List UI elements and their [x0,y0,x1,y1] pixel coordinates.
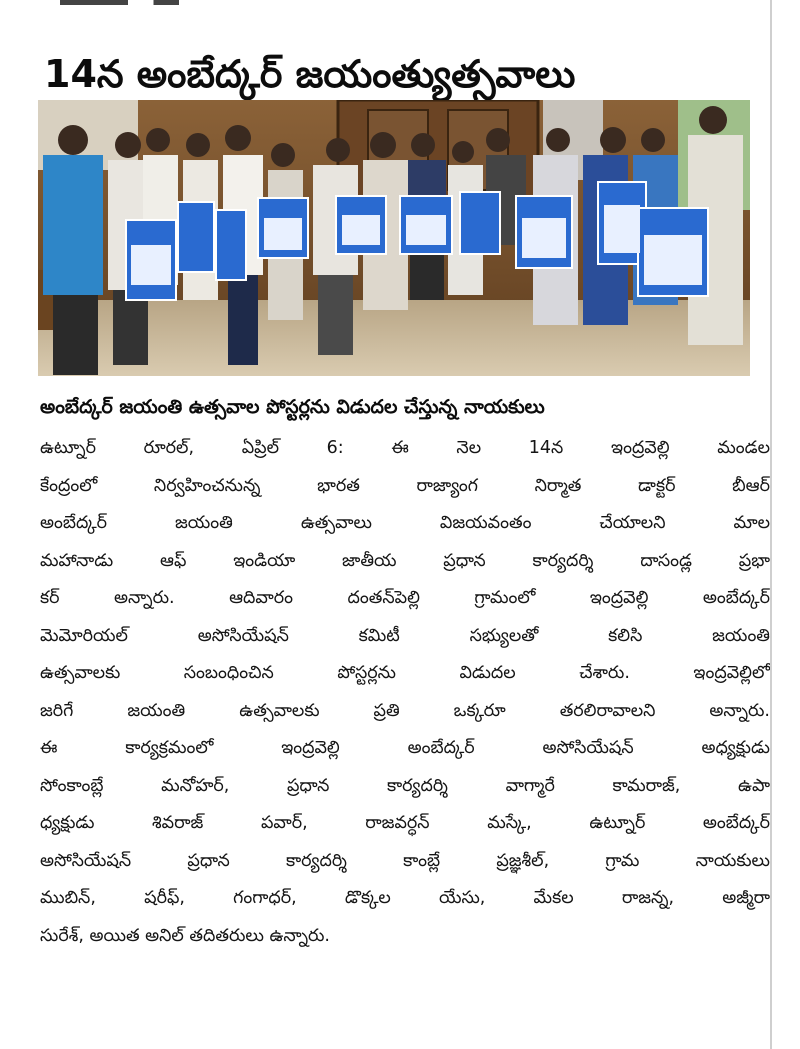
article-line: కేంద్రంలో నిర్వహించనున్న భారత రాజ్యాంగ నిర్మాత డాక్టర్ బీఆర్ [40,475,770,496]
article-line: సురేశ్, అయిత అనిల్ తదితరులు ఉన్నారు. [40,925,330,946]
headline: 14న అంబేద్కర్ జయంత్యుత్సవాలు [44,52,576,97]
article-line: ఉట్నూర్ రూరల్, ఏప్రిల్ 6: ఈ నెల 14న ఇంద్రవెల్లి మండల [40,438,770,458]
article-line: అసోసియేషన్ ప్రధాన కార్యదర్శి కాంబ్లే ప్రజ్ఞశీల్, గ్రామ నాయకులు [40,850,770,871]
previous-article-fragment [60,0,230,5]
article-line: మెమోరియల్ అసోసియేషన్ కమిటీ సభ్యులతో కలిసి జయంతి [40,625,770,646]
column-divider [770,0,772,1049]
article-line: ఈ కార్యక్రమంలో ఇంద్రవెల్లి అంబేద్కర్ అసోసియేషన్ అధ్యక్షుడు [40,738,770,758]
news-photo [38,100,750,376]
article-line: అంబేద్కర్ జయంతి ఉత్సవాలు విజయవంతం చేయాలని మాల [40,513,770,533]
article-line: ముబిన్, షరీఫ్, గంగాధర్, డొక్కల యేసు, మేకల రాజన్న, అజ్మీరా [40,888,770,908]
article-line: ఉత్సవాలకు సంబంధించిన పోస్టర్లను విడుదల చేశారు. ఇంద్రవెల్లిలో [40,663,770,683]
photo-illustration [38,100,750,376]
photo-caption: అంబేద్కర్ జయంతి ఉత్సవాల పోస్టర్లను విడుదల చేస్తున్న నాయకులు [40,396,545,418]
article-line: ధ్యక్షుడు శివరాజ్ పవార్, రాజవర్ధన్ మస్కే, ఉట్నూర్ అంబేద్కర్ [40,813,770,833]
article-line: మహానాడు ఆఫ్ ఇండియా జాతీయ ప్రధాన కార్యదర్శి దాసండ్ల ప్రభా [40,550,770,571]
article-line: జరిగే జయంతి ఉత్సవాలకు ప్రతి ఒక్కరూ తరలిరావాలని అన్నారు. [40,700,770,721]
article-line: కర్ అన్నారు. ఆదివారం దంతన్‌పెల్లి గ్రామంలో ఇంద్రవెల్లి అంబేద్కర్ [40,588,770,608]
article-body [40,430,770,955]
article-line: సోంకాంబ్లే మనోహర్, ప్రధాన కార్యదర్శి వాగ్మారే కామరాజ్, ఉపా [40,775,770,796]
